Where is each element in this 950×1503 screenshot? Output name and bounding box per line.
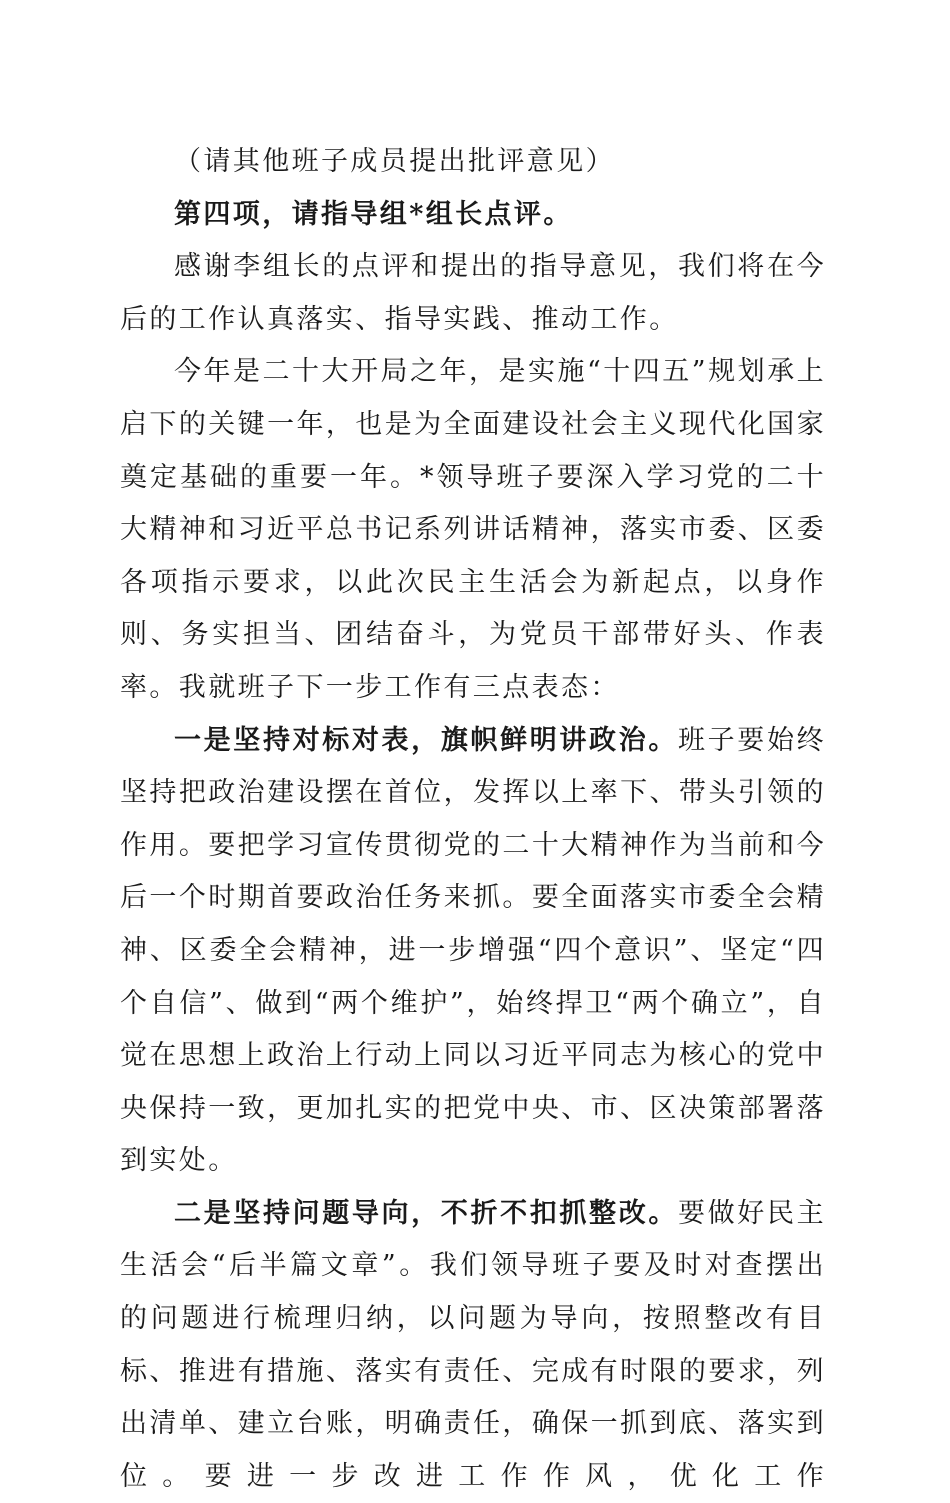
paragraph-1 bbox=[120, 136, 826, 189]
document-body bbox=[120, 136, 826, 1503]
paragraph-4 bbox=[120, 346, 826, 714]
paragraph-1-text: （请其他班子成员提出批评意见） bbox=[174, 146, 615, 177]
paragraph-5-lead: 一是坚持对标对表，旗帜鲜明讲政治。 bbox=[174, 724, 678, 756]
paragraph-6-text: 要做好民主生活会“后半篇文章”。我们领导班子要及时对查摆出的问题进行梳理归纳，以问题为导向，按照整改有目标、推进有措施、落实有责任、完成有时限的要求，列出清单、建立台账，明确责任，确保一抓到底、落实到位。要进一步改进工作作风，优化工作 bbox=[120, 1197, 826, 1492]
paragraph-2 bbox=[120, 189, 826, 242]
paragraph-4-text: 今年是二十大开局之年，是实施“十四五”规划承上启下的关键一年，也是为全面建设社会主义现代化国家奠定基础的重要一年。*领导班子要深入学习党的二十大精神和习近平总书记系列讲话精神，落实市委、区委各项指示要求，以此次民主生活会为新起点，以身作则、务实担当、团结奋斗，为党员干部带好头、作表率。我就班子下一步工作有三点表态： bbox=[120, 356, 826, 703]
paragraph-5-text: 班子要始终坚持把政治建设摆在首位，发挥以上率下、带头引领的作用。要把学习宣传贯彻党的二十大精神作为当前和今后一个时期首要政治任务来抓。要全面落实市委全会精神、区委全会精神，进一步增强“四个意识”、坚定“四个自信”、做到“两个维护”，始终捍卫“两个确立”，自觉在思想上政治上行动上同以习近平同志为核心的党中央保持一致，更加扎实的把党中央、市、区决策部署落到实处。 bbox=[120, 724, 826, 1177]
paragraph-6-lead: 二是坚持问题导向，不折不扣抓整改。 bbox=[174, 1197, 678, 1229]
paragraph-5 bbox=[120, 715, 826, 1188]
paragraph-3-text: 感谢李组长的点评和提出的指导意见，我们将在今后的工作认真落实、指导实践、推动工作。 bbox=[120, 251, 826, 335]
paragraph-3 bbox=[120, 241, 826, 346]
paragraph-2-lead: 第四项，请指导组*组长点评。 bbox=[174, 198, 573, 230]
paragraph-6 bbox=[120, 1188, 826, 1503]
